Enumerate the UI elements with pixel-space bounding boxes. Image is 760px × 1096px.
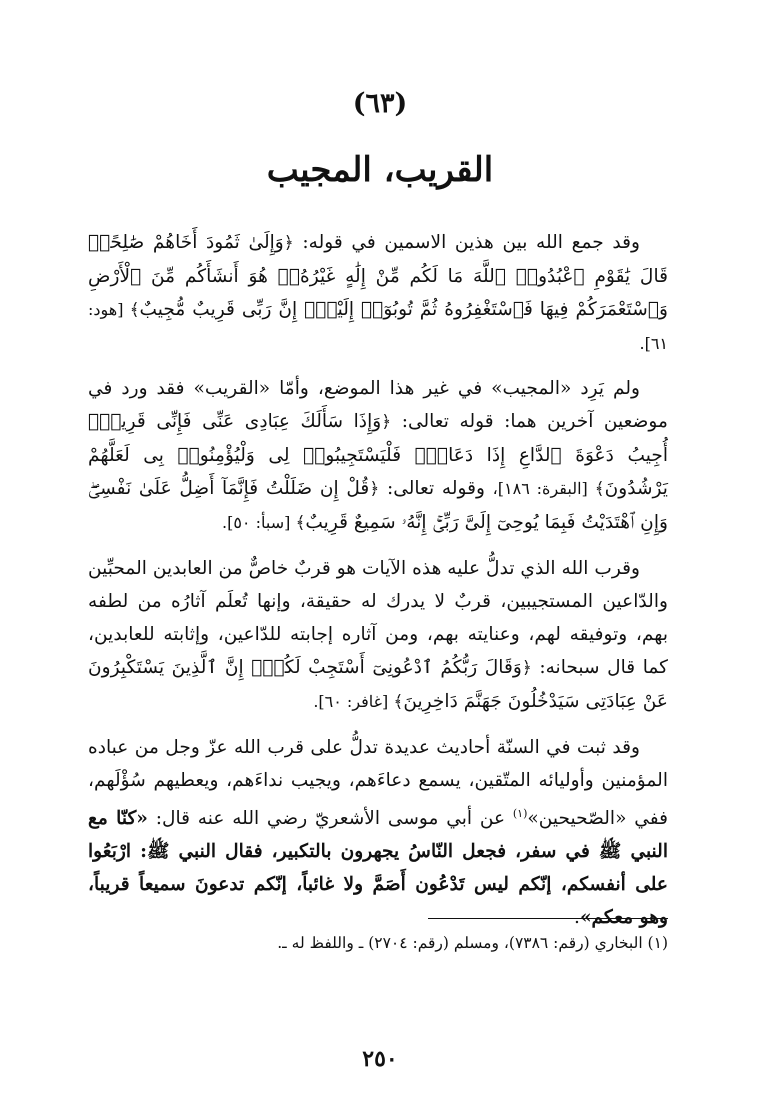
verse-reference: [غافر: ٦٠]. xyxy=(313,692,394,711)
verse-reference: [البقرة: ١٨٦]، xyxy=(492,479,595,498)
footnote-marker[interactable]: (١) xyxy=(512,807,528,820)
main-text xyxy=(88,226,668,946)
quran-verse-baqara-186: وَإِذَا سَأَلَكَ عِبَادِى عَنِّى فَإِنِّى قَرِيبٌۖ أُجِيبُ دَعْوَةَ ٱلدَّاعِ إِذَا دَعَانِۖ فَلْيَسْتَجِيبُوا۟ لِى وَلْيُؤْمِنُوا۟ بِى لَعَلَّهُمْ يَرْشُدُونَ xyxy=(88,411,668,499)
verse-close-bracket: ﴾ xyxy=(129,300,140,320)
quran-verse-hud-61: وَإِلَىٰ ثَمُودَ أَخَاهُمْ صَٰلِحًاۚ قَالَ يَٰقَوْمِ ٱعْبُدُوا۟ ٱللَّهَ مَا لَكُم مِّنْ إِلَٰهٍ غَيْرُهُۥۖ هُوَ أَنشَأَكُم مِّنَ ٱلْأَرْضِ وَٱسْتَعْمَرَكُمْ فِيهَا فَٱسْتَغْفِرُوهُ ثُمَّ تُوبُوٓا۟ إِلَيْهِۚ إِنَّ رَبِّى قَرِيبٌ مُّجِيبٌ xyxy=(88,232,669,320)
verse-reference: [سبأ: ٥٠]. xyxy=(222,513,296,532)
verse-close-bracket: ﴾ xyxy=(393,692,404,712)
verse-open-bracket: ﴿ xyxy=(283,233,294,253)
paragraph-text: وقد جمع الله بين هذين الاسمين في قوله: xyxy=(293,232,640,253)
paragraph-text: عن أبي موسى الأشعريّ رضي الله عنه قال: xyxy=(147,808,513,830)
verse-open-bracket: ﴿ xyxy=(369,479,380,499)
hadith-quote: «كنّا مع النبي ﷺ في سفر، فجعل النّاسُ يجهرون بالتكبير، فقال النبي ﷺ: ارْبَعُوا على أنفسكم، إنّكم ليس تَدْعُون أَصَمَّ ولا غائباً، إنّكم تدعونَ سميعاً قريباً، وهو معكم» xyxy=(88,808,668,929)
paragraph-text: ولم يَرِد «المجيب» في غير هذا الموضع، وأمّا «القريب» فقد ورد في موضعين آخرين هما: قوله تعالى: xyxy=(88,378,668,432)
paragraph-text: وقد ثبت في السنّة أحاديث عديدة تدلُّ على قرب الله عزّ وجل من عباده المؤمنين وأوليائه المتّقين، يسمع دعاءَهم، ويجيب نداءَهم، ويعطيهم سُؤْلَهم، ففي «الصّحيحين» xyxy=(88,737,668,830)
footnote-divider xyxy=(428,918,668,919)
quran-verse-saba-50: قُلْ إِن ضَلَلْتُ فَإِنَّمَآ أَضِلُّ عَلَىٰ نَفْسِىۖ وَإِنِ ٱهْتَدَيْتُ فَبِمَا يُوحِىٓ إِلَىَّ رَبِّىٓۚ إِنَّهُۥ سَمِيعٌ قَرِيبٌ xyxy=(88,478,668,533)
verse-reference: [هود: ٦١]. xyxy=(88,300,668,353)
verse-open-bracket: ﴿ xyxy=(521,658,532,678)
footnote: (١) البخاري (رقم: ٧٣٨٦)، ومسلم (رقم: ٢٧٠٤) ـ واللفظ له ـ. xyxy=(277,934,668,952)
chapter-number: (٦٣) xyxy=(352,88,408,119)
verse-close-bracket: ﴾ xyxy=(594,479,605,499)
verse-open-bracket: ﴿ xyxy=(381,412,392,432)
paragraph-4 xyxy=(88,731,668,934)
paragraph-text: وقرب الله الذي تدلُّ عليه هذه الآيات هو قربٌ خاصٌّ من العابدين المحبِّين والدّاعين المستجيبين، قربٌ لا يدرك له حقيقة، وإنها تُعلَم آثارُه من لطفه بهم، وتوفيقه لهم، وعنايته بهم، ومن آثاره إجابته للدّاعين، وإثابته للعابدين، كما قال سبحانه: xyxy=(88,558,668,678)
chapter-title: القريب، المجيب xyxy=(266,150,494,190)
paragraph-end: . xyxy=(574,907,580,929)
page-number: ٢٥٠ xyxy=(362,1046,398,1072)
paragraph-1 xyxy=(88,226,668,360)
paragraph-3 xyxy=(88,552,668,719)
verse-close-bracket: ﴾ xyxy=(295,513,306,533)
paragraph-text: وقوله تعالى: xyxy=(379,478,493,499)
quran-verse-ghafir-60: وَقَالَ رَبُّكُمُ ٱدْعُونِىٓ أَسْتَجِبْ لَكُمْۚ إِنَّ ٱلَّذِينَ يَسْتَكْبِرُونَ عَنْ عِبَادَتِى سَيَدْخُلُونَ جَهَنَّمَ دَاخِرِينَ xyxy=(88,657,668,712)
paragraph-2 xyxy=(88,372,668,540)
